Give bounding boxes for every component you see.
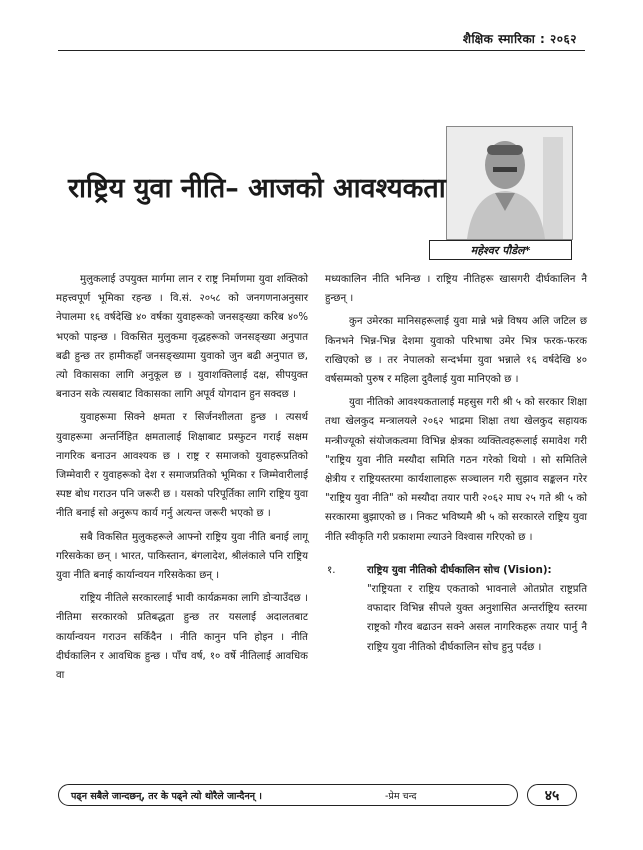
paragraph: मध्यकालिन नीति भनिन्छ । राष्ट्रिय नीतिहरू खासगरी दीर्घकालिन नै हुन्छन् । [325, 274, 587, 305]
author-name: महेश्वर पौडेल* [429, 240, 572, 260]
paragraph: राष्ट्रिय नीतिले सरकारलाई भावी कार्यक्रमका लागि डोऱ्याउँदछ । नीतिमा सरकारको प्रतिबद्धता हुन्छ तर यसलाई अदालतबाट कार्यान्वयन गराउन सकिँदैन । नीति कानुन पनि होइन । नीति दीर्घकालिन र आवधिक हुन्छ । पाँच वर्ष, १० वर्षे नीतिलाई आवधिक वा [56, 593, 308, 682]
paragraph: मुलुकलाई उपयुक्त मार्गमा लान र राष्ट्र निर्माणमा युवा शक्तिको महत्त्वपूर्ण भूमिका रहन्छ । वि.सं. २०५८ को जनगणनाअनुसार नेपालमा १६ वर्षदेखि ४० वर्षका युवाहरूको जनसङ्ख्या करिब ४०% भएको पाइन्छ । विकसित मुलुकमा वृद्धहरूको जनसङ्ख्या अनुपात बढी हुन्छ तर हामीकहाँ जनसङ्ख्यामा युवाको जुन बढी अनुपात छ, त्यो विकासका लागि अनुकूल छ । युवाशक्तिलाई दक्ष, सीपयुक्त बनाउन सके त्यसबाट विकासका लागि अपूर्व योगदान हुन सक्दछ । [56, 274, 308, 401]
header-divider [58, 50, 585, 51]
portrait-image [447, 127, 572, 239]
right-column [325, 270, 587, 657]
vision-section [325, 561, 587, 657]
section-number: १. [327, 564, 336, 576]
footer-attribution: -प्रेम चन्द [385, 790, 417, 802]
article-title: राष्ट्रिय युवा नीति– आजको आवश्यकता [68, 173, 446, 204]
paragraph: सबै विकसित मुलुकहरूले आफ्नो राष्ट्रिय युवा नीति बनाई लागू गरिसकेका छन् । भारत, पाकिस्तान, बंगलादेश, श्रीलंकाले पनि राष्ट्रिय युवा नीति बनाई कार्यान्वयन गरिसकेका छन् । [56, 531, 308, 582]
left-column [56, 270, 308, 689]
section-body: "राष्ट्रियता र राष्ट्रिय एकताको भावनाले ओतप्रोत राष्ट्रप्रति वफादार विभिन्न सीपले युक्त अनुशासित अन्तर्राष्ट्रिय स्तरमा राष्ट्रको गौरव बढाउन सक्ने असल नागरिकहरू तयार पार्नु नै राष्ट्रिय युवा नीतिको दीर्घकालिन सोच हुनु पर्दछ । [367, 584, 587, 653]
footer-quote-box [58, 784, 518, 806]
paragraph: युवाहरूमा सिक्ने क्षमता र सिर्जनशीलता हुन्छ । त्यसर्थ युवाहरूमा अन्तर्निहित क्षमतालाई शिक्षाबाट प्रस्फुटन गराई सक्षम नागरिक बनाउन आवश्यक छ । राष्ट्र र समाजको युवाहरूप्रतिको जिम्मेवारी र युवाहरूको देश र समाजप्रतिको भूमिका र जिम्मेवारीलाई स्पष्ट बोध गराउन पनि जरूरी छ । यसको परिपूर्तिका लागि राष्ट्रिय युवा नीति बनाई सो अनुरूप कार्य गर्नु अत्यन्त जरूरी भएको छ । [56, 412, 308, 520]
section-heading: राष्ट्रिय युवा नीतिको दीर्घकालिन सोच (Vision): [367, 564, 552, 576]
paragraph: युवा नीतिको आवश्यकतालाई महसुस गरी श्री ५ को सरकार शिक्षा तथा खेलकुद मन्त्रालयले २०६२ भाद्रमा शिक्षा तथा खेलकुद सहायक मन्त्रीज्यूको संयोजकत्वमा विभिन्न क्षेत्रका व्यक्तित्वहरूलाई समावेश गरी "राष्ट्रिय युवा नीति मस्यौदा समिति गठन गरेको थियो । सो समितिले क्षेत्रीय र राष्ट्रियस्तरमा कार्यशालाहरू सञ्चालन गरी सुझाव सङ्कलन गरेर "राष्ट्रिय युवा नीति" को मस्यौदा तयार पारी २०६२ माघ २५ गते श्री ५ को सरकारमा बुझाएको छ । निकट भविष्यमै श्री ५ को सरकारले राष्ट्रिय युवा नीति स्वीकृति गरी प्रकाशमा ल्याउने विश्वास गरिएको छ । [325, 397, 587, 543]
page-number: ४५ [527, 784, 577, 806]
author-photo [446, 126, 573, 240]
paragraph: कुन उमेरका मानिसहरूलाई युवा मान्ने भन्ने विषय अलि जटिल छ किनभने भिन्न-भिन्न देशमा युवाको परिभाषा उमेर भित्र फरक-फरक राखिएको छ । तर नेपालको सन्दर्भमा युवा भन्नाले १६ वर्षदेखि ४० वर्षसम्मको पुरुष र महिला दुवैलाई युवा मानिएको छ । [325, 316, 587, 386]
footer-quote: पढ्न सबैले जान्दछन्, तर के पढ्ने त्यो थोरैले जान्दैनन् । [71, 790, 262, 802]
publication-title: शैक्षिक स्मारिका : २०६२ [462, 32, 577, 46]
